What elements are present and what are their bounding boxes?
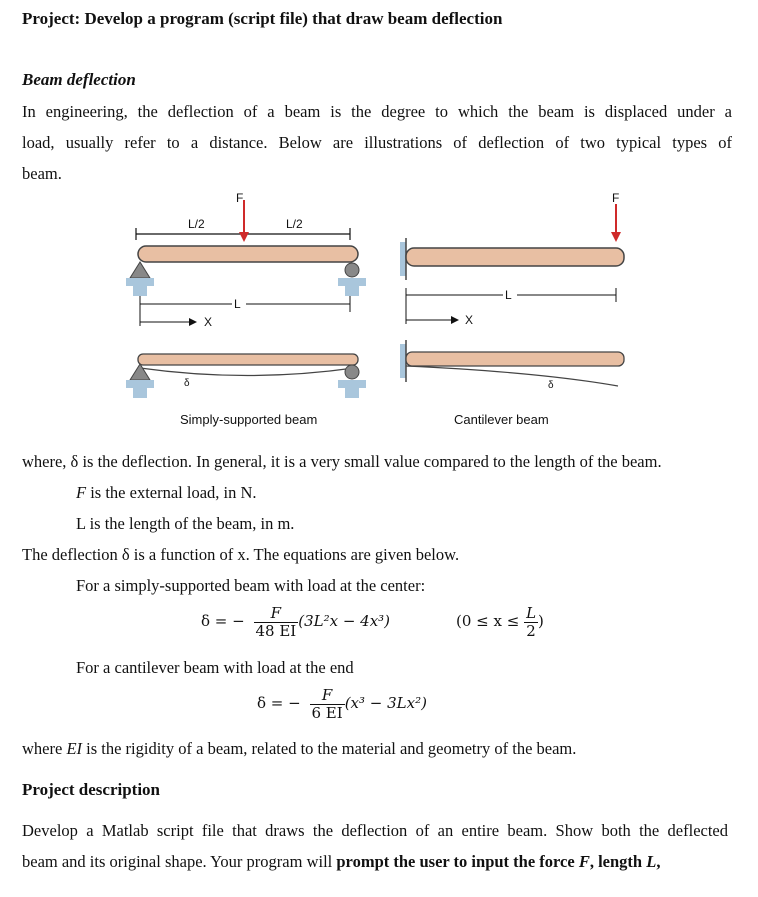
project-line2-bold2: , length bbox=[589, 852, 647, 871]
force-symbol: F bbox=[76, 483, 87, 502]
page-title: Project: Develop a program (script file) that draw beam deflection bbox=[22, 9, 503, 28]
cl-length-label: L bbox=[505, 288, 512, 302]
cantilever-beam-diagram bbox=[400, 191, 624, 327]
rigidity-pre: where bbox=[22, 739, 67, 758]
ss-eq-rhs: (3L²x − 4x³) bbox=[298, 612, 391, 630]
cl-eq-numerator: F bbox=[310, 687, 345, 705]
project-line2-force: F bbox=[578, 852, 590, 871]
ss-eq-lhs: δ = − bbox=[201, 612, 245, 630]
cl-force-label: F bbox=[612, 191, 620, 205]
ss-range-denominator: 2 bbox=[526, 621, 536, 640]
beam-illustration bbox=[118, 188, 638, 438]
ss-deflected-beam-diagram bbox=[126, 354, 366, 427]
intro-line-1: In engineering, the deflection of a beam is the degree to which the beam is displaced under a bbox=[22, 102, 732, 121]
force-description: is the external load, in N. bbox=[86, 483, 257, 502]
project-line2-end: , bbox=[656, 852, 661, 871]
ss-beam bbox=[138, 246, 358, 262]
delta-definition: where, δ is the deflection. In general, it is a very small value compared to the length of the beam. bbox=[22, 452, 662, 471]
simply-supported-beam-diagram bbox=[126, 191, 366, 329]
cl-x-label: X bbox=[465, 313, 474, 327]
ss-range-left: (0 ≤ x ≤ bbox=[456, 612, 520, 630]
cl-beam bbox=[406, 248, 624, 266]
ss-delta-label: δ bbox=[184, 378, 190, 389]
ss-x-label: X bbox=[204, 315, 213, 329]
ss-eq-numerator: F bbox=[254, 605, 299, 623]
intro-line-2: load, usually refer to a distance. Below are illustrations of deflection of two typical types of bbox=[22, 133, 732, 152]
ss-range-numerator: L bbox=[526, 604, 537, 622]
project-line-2 bbox=[22, 852, 660, 872]
cl-equation bbox=[257, 687, 427, 721]
section-heading-project: Project description bbox=[22, 780, 161, 799]
ss-eq-denominator: 48 EI bbox=[255, 621, 297, 640]
rigidity-symbol: EI bbox=[66, 739, 83, 758]
ss-equation-intro: For a simply-supported beam with load at the center: bbox=[76, 576, 426, 595]
cl-deflected-beam-diagram bbox=[400, 340, 624, 427]
intro-paragraph bbox=[22, 96, 732, 189]
cl-eq-rhs: (x³ − 3Lx²) bbox=[344, 694, 427, 712]
ss-range-right: ) bbox=[538, 612, 544, 630]
cl-caption: Cantilever beam bbox=[454, 412, 549, 427]
rigidity-definition bbox=[22, 739, 576, 759]
ss-force-label: F bbox=[236, 191, 244, 205]
cl-eq-denominator: 6 EI bbox=[311, 703, 343, 722]
cl-delta-label: δ bbox=[548, 380, 554, 391]
length-definition: L is the length of the beam, in m. bbox=[76, 514, 295, 533]
project-line2-length: L bbox=[646, 852, 657, 871]
project-line2-bold: prompt the user to input the force bbox=[336, 852, 579, 871]
project-line2-normal: beam and its original shape. Your program will bbox=[22, 852, 337, 871]
ss-length-label: L bbox=[234, 297, 241, 311]
cl-equation-intro: For a cantilever beam with load at the end bbox=[76, 658, 354, 677]
ss-equation bbox=[201, 605, 390, 639]
section-heading-beam-deflection: Beam deflection bbox=[22, 70, 136, 89]
ss-caption: Simply-supported beam bbox=[180, 412, 318, 427]
force-definition bbox=[76, 483, 257, 503]
ss-equation-range bbox=[456, 605, 544, 639]
rigidity-post: is the rigidity of a beam, related to the material and geometry of the beam. bbox=[82, 739, 577, 758]
function-statement: The deflection δ is a function of x. The equations are given below. bbox=[22, 545, 460, 564]
intro-line-3: beam. bbox=[22, 164, 62, 183]
ss-half-left-label: L/2 bbox=[188, 217, 205, 231]
project-line-1: Develop a Matlab script file that draws the deflection of an entire beam. Show both the deflected bbox=[22, 821, 728, 840]
cl-eq-lhs: δ = − bbox=[257, 694, 301, 712]
ss-half-right-label: L/2 bbox=[286, 217, 303, 231]
